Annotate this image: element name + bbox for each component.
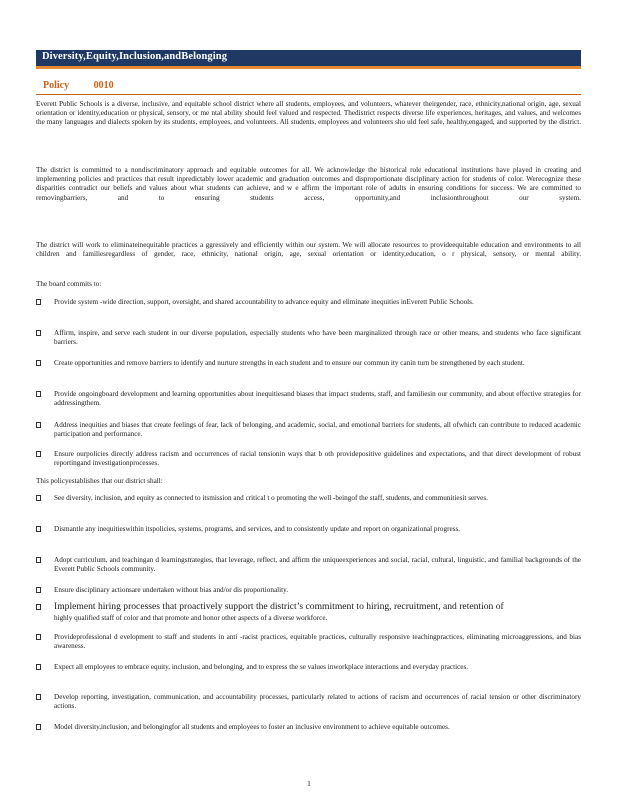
policy-label: Policy <box>43 80 70 91</box>
resources-paragraph: The district will work to eliminateinequitable practices a ggressively and efficiently within our system. We will allocate resources to provideequitable education and environments to all children and familiesregardless of gender, race, ethnicity, national origin, age, sexual orientation or identity,education, o r physical, sensory, or mental ability. <box>36 241 581 259</box>
bullet-box-icon <box>36 451 41 457</box>
bullet-box-icon <box>36 330 41 336</box>
list-item-text: Expect all employees to embrace equity, inclusion, and belonging, and to express the se values inworkplace interactions and everyday practices. <box>54 663 469 671</box>
list-item-text: Address inequities and biases that create feelings of fear, lack of belonging, and academic, social, and emotional barriers for students, all ofwhich can contribute to reduced academic participation and performance. <box>54 421 581 439</box>
list-item-text: Provide ongoingboard development and learning opportunities about inequitiesand biases that impact students, staff, and familiesin our community, and about effective strategies for addressingthem. <box>54 390 581 408</box>
list-item-text: Create opportunities and remove barriers to identify and nurture strengths in each student and to ensure our commun ity canin turn be strengthened by each student. <box>54 359 525 367</box>
title-banner <box>36 50 581 69</box>
commitment-paragraph: The district is committed to a nondiscriminatory approach and equitable outcomes for all. We acknowledge the historical role educational institutions have played in creating and implementing policies and practices that result inpredictably lower academic and graduation outcomes and disproportionate disciplinary action for students of color. Werecognize these disparities contradict our beliefs and values about what students can achieve, and w e affirm the important role of adults in ensuring conditions for success. We are committed to removingbarriers, and to ensuring students access, opportunity,and inclusionthroughout our system. <box>36 166 581 202</box>
bullet-box-icon <box>36 694 41 700</box>
bullet-box-icon <box>36 634 41 640</box>
list-item-text: See diversity, inclusion, and equity as connected to itsmission and critical t o promoting the well -beingof the staff, students, and communitiesit serves. <box>54 494 488 502</box>
list-item-text: Model diversity,inclusion, and belongingfor all students and employees to foster an inclusive environment to achieve equitable outcomes. <box>54 723 450 731</box>
page-number: 1 <box>307 779 311 788</box>
list-item-continuation: highly qualified staff of color and that promote and honor other aspects of a diverse workforce. <box>54 614 328 622</box>
list-item-text: Develop reporting, investigation, communication, and accountability processes, particularly related to actions of racism and occurrences of racial tension or other discriminatory actions. <box>54 693 581 711</box>
bullet-box-icon <box>36 664 41 670</box>
bullet-box-icon <box>36 495 41 501</box>
bullet-box-icon <box>36 526 41 532</box>
bullet-box-icon <box>36 587 41 593</box>
heading-divider <box>36 94 581 95</box>
list-item-text: Provide system -wide direction, support, oversight, and shared accountability to advance equity and eliminate inequities inEverett Public Schools. <box>54 298 474 306</box>
board-commits-label: The board commits to: <box>36 280 102 288</box>
list-item-text: Adopt curriculum, and teachingan d learningstrategies, that leverage, reflect, and affirm the uniqueexperiences and social, racial, cultural, linguistic, and familial backgrounds of the Everett Public Schools community. <box>54 556 581 574</box>
policy-establishes-label: This policyestablishes that our district shall: <box>36 477 163 485</box>
bullet-box-icon <box>36 557 41 563</box>
list-item-text: Implement hiring processes that proactively support the district’s commitment to hiring, recruitment, and retention of <box>54 601 504 612</box>
bullet-box-icon <box>36 724 41 730</box>
bullet-box-icon <box>36 360 41 366</box>
list-item-text: Provideprofessional d evelopment to staff and students in anti -racist practices, equitable practices, culturally responsive teachingpractices, eliminating microaggressions, and bias awareness. <box>54 633 581 651</box>
list-item-text: Dismantle any inequitieswithin itspolicies, systems, programs, and services, and to consistently update and report on organizational progress. <box>54 525 461 533</box>
bullet-box-icon <box>36 422 41 428</box>
bullet-box-icon <box>36 391 41 397</box>
bullet-box-icon <box>36 604 41 610</box>
policy-heading <box>43 80 114 91</box>
list-item-text: Ensure ourpolicies directly address racism and occurrences of racial tensionin ways that b oth providepositive guidelines and expectations, and that direct development of robust reportingand investigationprocesses. <box>54 450 581 468</box>
policy-number: 0010 <box>93 80 114 91</box>
bullet-box-icon <box>36 299 41 305</box>
list-item-text: Ensure disciplinary actionsare undertaken without bias and/or dis proportionality. <box>54 586 289 594</box>
list-item-text: Affirm, inspire, and serve each student in our diverse population, especially students who have been marginalized through race or other means, and students who face significant barriers. <box>54 329 581 347</box>
document-title: Diversity,Equity,Inclusion,andBelonging <box>42 51 228 62</box>
intro-paragraph: Everett Public Schools is a diverse, inclusive, and equitable school district where all students, employees, and volunteers, whatever theirgender, race, ethnicity,national origin, age, sexual orientation or identity,education or physical, sensory, or me ntal ability should feel valued and respected. Thedistrict respects diverse life experiences, heritages, and values, and welcomes the many languages and dialects spoken by its students, employees, and volunteers. All students, employees and volunteers sho uld feel safe, healthy,engaged, and supported by the district. <box>36 100 581 127</box>
